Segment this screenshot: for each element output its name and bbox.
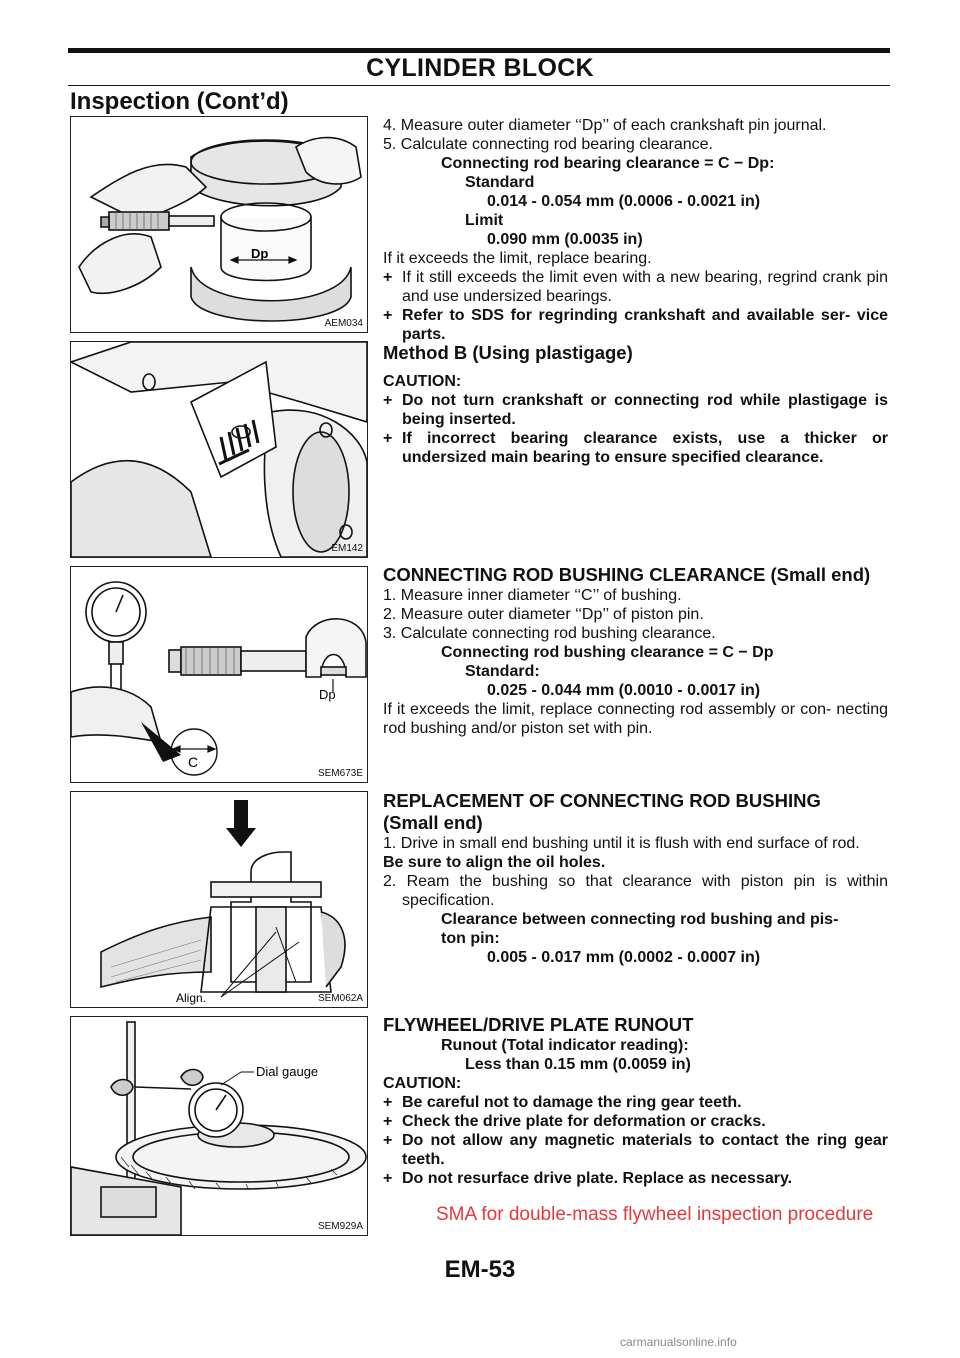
runout-label: Runout (Total indicator reading): [441, 1037, 689, 1054]
figure-code: AEM034 [324, 318, 363, 329]
limit-note: If it exceeds the limit, replace connecting rod assembly or con- necting rod bushing and/or piston set with pin. [383, 701, 888, 737]
standard-label: Standard [465, 174, 535, 191]
section-heading: REPLACEMENT OF CONNECTING ROD BUSHING (Small end) [383, 790, 821, 833]
watermark: carmanualsonline.info [620, 1335, 737, 1349]
formula: Connecting rod bearing clearance = C − Dp: [441, 155, 775, 172]
crankshaft-micrometer-illustration [71, 117, 367, 332]
section-bushing-clearance [383, 564, 888, 738]
bullet-sds: + Refer to SDS for regrinding crankshaft and available ser- vice parts. [383, 306, 888, 344]
caution-bullet-1: + Be careful not to damage the ring gear teeth. [383, 1093, 888, 1112]
caution-bullet-4: + Do not resurface drive plate. Replace as necessary. [383, 1169, 888, 1188]
clearance-label: Clearance between connecting rod bushing and pis- [441, 911, 839, 928]
formula: Connecting rod bushing clearance = C − Dp [441, 644, 774, 661]
dp-label: Dp [319, 687, 336, 702]
standard-value: 0.025 - 0.044 mm (0.0010 - 0.0017 in) [487, 682, 761, 699]
page-title: CYLINDER BLOCK [366, 54, 594, 82]
figure-aem034 [70, 116, 368, 333]
sma-note: SMA for double-mass flywheel inspection procedure [436, 1204, 874, 1225]
limit-value: 0.090 mm (0.0035 in) [487, 231, 643, 248]
step-5: 5. Calculate connecting rod bearing clearance. [383, 136, 713, 153]
header-rule-top [68, 48, 890, 53]
clearance-label-cont: ton pin: [441, 930, 500, 947]
section-bushing-replacement [383, 790, 888, 967]
bullet-regrind: + If it still exceeds the limit even with a new bearing, regrind crank pin and use undersized bearings. [383, 268, 888, 306]
figure-sem929a [70, 1016, 368, 1236]
step-2: 2. Measure outer diameter ‘‘Dp’’ of piston pin. [383, 606, 704, 623]
c-label: C [188, 754, 199, 770]
figure-code: SEM673E [317, 768, 363, 779]
align-label: Align. [176, 991, 207, 1005]
step-1: 1. Measure inner diameter ‘‘C’’ of bushing. [383, 587, 682, 604]
figure-code: EM142 [331, 543, 363, 554]
step-2: 2. Ream the bushing so that clearance with piston pin is within specification. [383, 873, 888, 909]
page-subtitle: Inspection (Cont’d) [70, 88, 289, 115]
clearance-value: 0.005 - 0.017 mm (0.0002 - 0.0007 in) [487, 949, 761, 966]
limit-note: If it exceeds the limit, replace bearing. [383, 250, 652, 267]
standard-value: 0.014 - 0.054 mm (0.0006 - 0.0021 in) [487, 193, 761, 210]
step-3: 3. Calculate connecting rod bushing clearance. [383, 625, 716, 642]
plastigage-illustration [71, 342, 367, 557]
caution-bullet-1: + Do not turn crankshaft or connecting rod while plastigage is being inserted. [383, 391, 888, 429]
caution-bullet-2: + Check the drive plate for deformation or cracks. [383, 1112, 888, 1131]
runout-value: Less than 0.15 mm (0.0059 in) [465, 1056, 691, 1073]
section-heading: FLYWHEEL/DRIVE PLATE RUNOUT [383, 1014, 694, 1035]
header-rule-bottom [68, 85, 890, 86]
step-1: 1. Drive in small end bushing until it is flush with end surface of rod. [383, 835, 860, 852]
bore-gauge-micrometer-illustration [71, 567, 367, 782]
section-flywheel-runout [383, 1014, 888, 1188]
figure-code: SEM062A [317, 993, 363, 1004]
dial-gauge-flywheel-illustration [71, 1017, 367, 1235]
dp-label: Dp [251, 246, 269, 261]
standard-label: Standard: [465, 663, 540, 680]
figure-code: SEM929A [317, 1221, 363, 1232]
section-heading: CONNECTING ROD BUSHING CLEARANCE (Small end) [383, 564, 871, 585]
align-note: Be sure to align the oil holes. [383, 854, 606, 871]
figure-em142 [70, 341, 368, 558]
section-plastigage [383, 342, 888, 467]
step-4: 4. Measure outer diameter ‘‘Dp’’ of each crankshaft pin journal. [383, 117, 827, 134]
limit-label: Limit [465, 212, 504, 229]
caution-bullet-3: + Do not allow any magnetic materials to contact the ring gear teeth. [383, 1131, 888, 1169]
dial-gauge-label: Dial gauge [256, 1064, 319, 1079]
caution-bullet-2: + If incorrect bearing clearance exists, use a thicker or undersized main bearing to ensure specified clearance. [383, 429, 888, 467]
section-bearing-clearance [383, 116, 888, 344]
figure-sem673e [70, 566, 368, 783]
page-number: EM-53 [444, 1256, 516, 1283]
caution-label: CAUTION: [383, 1075, 462, 1092]
figure-sem062a [70, 791, 368, 1008]
bushing-press-illustration [71, 792, 367, 1007]
caution-label: CAUTION: [383, 373, 462, 390]
section-heading: Method B (Using plastigage) [383, 342, 633, 363]
